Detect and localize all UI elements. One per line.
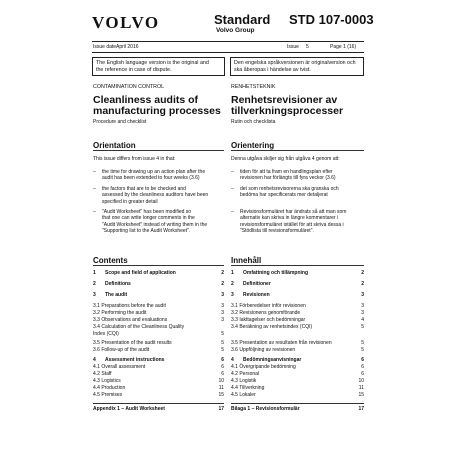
page-indicator: Page 1 (16) [330,44,357,50]
contents-heading: Contents [93,256,128,265]
notice-line: Den engelska språkversionen är originalversion och [234,60,356,66]
toc-number: 3 [93,292,96,298]
title-line: tillverkningsprocesser [231,105,344,117]
toc-title: 3.6 Uppföljning av revisionen [231,347,296,353]
appendix-entry[interactable] [231,406,364,413]
toc-page: 2 [221,270,224,276]
toc-entry[interactable] [231,292,364,299]
orientation-intro: Denna utgåva skiljer sig från utgåva 4 genom att: [231,156,340,162]
toc-entry[interactable] [93,310,224,317]
toc-entry[interactable] [93,331,224,338]
bullet-line: revisionsformuläret istället för att skriva dessa i [240,221,344,228]
document-title [231,95,343,117]
bullet-dash: – [93,169,96,175]
toc-title: 3.3 Observations and evaluations [93,317,168,323]
toc-rule [93,403,224,404]
appendix-title: Bilaga 1 – Revisionsformulär [231,406,300,412]
toc-entry[interactable] [231,340,364,347]
toc-number: 4 [93,357,96,363]
section-label: RENHETSTEKNIK [231,84,276,90]
toc-title: Assessment instructions [105,357,165,363]
toc-number: 3 [231,292,234,298]
standard-number: STD 107-0003 [289,12,374,27]
toc-number: 2 [231,281,234,287]
notice-english [92,57,225,76]
toc-page: 5 [221,340,224,346]
section-label: CONTAMINATION CONTROL [93,84,165,90]
toc-page: 3 [361,303,364,309]
header-rule [92,41,364,42]
toc-title: 3.5 Presentation av resultaten från revisionen [231,340,332,346]
notice-line: the reference in case of dispute. [96,67,172,73]
toc-title: Omfattning och tillämpning [243,270,308,276]
toc-entry[interactable] [231,317,364,324]
toc-title: 4.2 Staff [93,371,112,377]
bullet-line: alternativ kan skriva in längre kommentarer i [240,215,339,222]
toc-page: 11 [218,385,224,391]
issue-number: 5 [306,44,309,50]
toc-title: 4.1 Övergripande bedömning [231,364,296,370]
toc-page: 4 [361,317,364,323]
toc-entry[interactable] [231,392,364,399]
toc-entry[interactable] [93,371,224,378]
bullet-line: "Audit Worksheet" has been modified so [102,209,192,215]
bullet-line: the time for drawing up an action plan after the [102,169,206,175]
bullet-dash: – [231,186,234,192]
toc-entry[interactable] [231,310,364,317]
toc-title: 4.5 Lokaler [231,392,256,398]
toc-title: Scope and field of application [105,270,176,276]
toc-entry[interactable] [93,347,224,354]
toc-rule [231,403,364,404]
document-subtitle: Procedure and checklist [93,119,147,125]
toc-entry[interactable] [231,347,364,354]
bullet-line: det som renhetsrevisorerna ska granska och [240,186,339,192]
bullet-line: Revisionsformuläret har ändrats så att man som [240,209,347,215]
toc-entry[interactable] [231,357,364,364]
toc-title: The audit [105,292,128,298]
bullet-line: specified in greater detail [102,198,158,205]
heading-rule [93,265,224,266]
toc-page: 2 [361,270,364,276]
toc-title: 4.1 Overall assessment [93,364,146,370]
toc-page: 5 [361,347,364,353]
document-title [93,95,221,117]
heading-rule [93,150,224,151]
toc-title: 3.4 Beräkning av renhetsindex (CQI) [231,324,313,330]
bullet-line: the factors that are to be checked and [102,186,186,192]
bullet-line: bedöma har specificerats mer detaljerat [240,192,328,199]
toc-page: 3 [221,317,224,323]
toc-entry[interactable] [93,357,224,364]
toc-title: 3.3 Iakttagelser och bedömningar [231,317,306,323]
toc-number: 1 [231,270,234,276]
toc-page: 11 [358,385,364,391]
organization: Volvo Group [216,27,255,34]
toc-entry[interactable] [231,331,364,338]
orientation-intro: This issue differs from issue 4 in that: [93,156,176,162]
orientation-heading: Orientering [231,141,275,150]
toc-page: 6 [361,364,364,370]
appendix-page: 17 [218,406,224,412]
bullet-line: "Supporting list to the Audit Worksheet". [102,227,191,234]
toc-entry[interactable] [93,364,224,371]
toc-page: 3 [361,292,364,298]
toc-page: 6 [361,371,364,377]
notice-line: The English language version is the original and [96,60,209,66]
bullet-line: "Audit Worksheet" instead of writing them in the [102,221,208,228]
notice-line: ska åberopas i händelse av tvist. [234,67,311,73]
toc-entry[interactable] [231,303,364,310]
title-line: manufacturing processes [93,105,221,117]
toc-title: Definitions [105,281,131,287]
bullet-line: "Stödlista till revisionsformuläret". [240,227,314,234]
toc-entry[interactable] [93,317,224,324]
bullet-dash: – [93,186,96,192]
issue-date: April 2016 [116,44,139,50]
toc-number: 1 [93,270,96,276]
toc-entry[interactable] [231,378,364,385]
toc-page: 5 [221,347,224,353]
toc-number: 4 [231,357,234,363]
toc-entry[interactable] [231,281,364,288]
toc-page: 15 [218,392,224,398]
toc-entry[interactable] [231,385,364,392]
heading-rule [231,265,364,266]
document-subtitle: Rutin och checklista [231,119,276,125]
bullet-dash: – [231,169,234,175]
toc-title: 4.4 Tillverkning [231,385,265,391]
toc-page: 10 [218,378,224,384]
table-of-contents [93,270,224,410]
toc-number: 2 [93,281,96,287]
toc-page: 6 [221,371,224,377]
issue-date-label: Issue date [93,44,117,50]
orientation-heading: Orientation [93,141,136,150]
notice-swedish [230,57,364,76]
toc-page: 3 [221,292,224,298]
toc-page: 3 [221,303,224,309]
toc-entry[interactable] [93,378,224,385]
appendix-entry[interactable] [93,406,224,413]
toc-page: 6 [361,357,364,363]
toc-entry[interactable] [93,292,224,299]
toc-entry[interactable] [231,270,364,277]
bullet-line: tiden för att ta fram en handlingsplan efter [240,169,333,175]
volvo-logo: VOLVO [92,13,160,32]
bullet-dash: – [93,209,96,215]
title-line: Cleanliness audits of [93,94,199,106]
toc-page: 15 [358,392,364,398]
toc-title: 4.3 Logistik [231,378,257,384]
toc-entry[interactable] [93,281,224,288]
bullet-line: that one can write longer comments in the [102,215,195,222]
toc-entry[interactable] [231,324,364,331]
appendix-page: 17 [358,406,364,412]
toc-entry[interactable] [93,270,224,277]
title-line: Renhetsrevisioner av [231,94,338,106]
toc-entry[interactable] [93,340,224,347]
toc-entry[interactable] [231,364,364,371]
toc-title: 3.4 Calculation of the Cleanliness Quality [93,324,185,330]
toc-page: 3 [221,310,224,316]
toc-page: 5 [361,340,364,346]
toc-entry[interactable] [93,385,224,392]
toc-page: 5 [221,331,224,337]
toc-title: 3.6 Follow-up of the audit [93,347,150,353]
toc-title: 4.3 Logistics [93,378,121,384]
toc-page: 2 [361,281,364,287]
toc-entry[interactable] [93,303,224,310]
header-rule-2 [92,52,364,53]
toc-title: Definitioner [243,281,271,287]
toc-title: 3.2 Revisionens genomförande [231,310,301,316]
document-type: Standard [214,12,271,27]
toc-page: 2 [221,281,224,287]
contents-heading: Innehåll [231,256,262,265]
toc-title: 3.1 Förberedelser inför revisionen [231,303,306,309]
appendix-title: Appendix 1 – Audit Worksheet [93,406,165,412]
toc-title: 4.2 Personal [231,371,260,377]
toc-entry[interactable] [93,392,224,399]
table-of-contents [231,270,364,410]
toc-title: 3.5 Presentation of the audit results [93,340,172,346]
toc-title: 3.2 Performing the audit [93,310,147,316]
bullet-line: assessed by the cleanliness auditors have been [102,192,209,199]
toc-title: 3.1 Preparations before the audit [93,303,166,309]
toc-title: Revisionen [243,292,270,298]
toc-page: 5 [361,324,364,330]
toc-title: Index (CQI) [93,331,119,337]
issue-label: Issue [287,44,299,50]
bullet-dash: – [231,209,234,215]
toc-entry[interactable] [93,324,224,331]
toc-page: 6 [221,364,224,370]
bullet-line: revisionen har förlängts till fyra veckor (3.6) [240,175,336,182]
bullet-line: audit has been extended to four weeks (3.6) [102,175,200,182]
toc-page: 6 [221,357,224,363]
toc-title: Bedömningsanvisningar [243,357,302,363]
toc-page: 3 [361,310,364,316]
toc-page: 10 [358,378,364,384]
toc-title: 4.4 Production [93,385,126,391]
toc-title: 4.5 Premises [93,392,123,398]
toc-entry[interactable] [231,371,364,378]
heading-rule [231,150,364,151]
